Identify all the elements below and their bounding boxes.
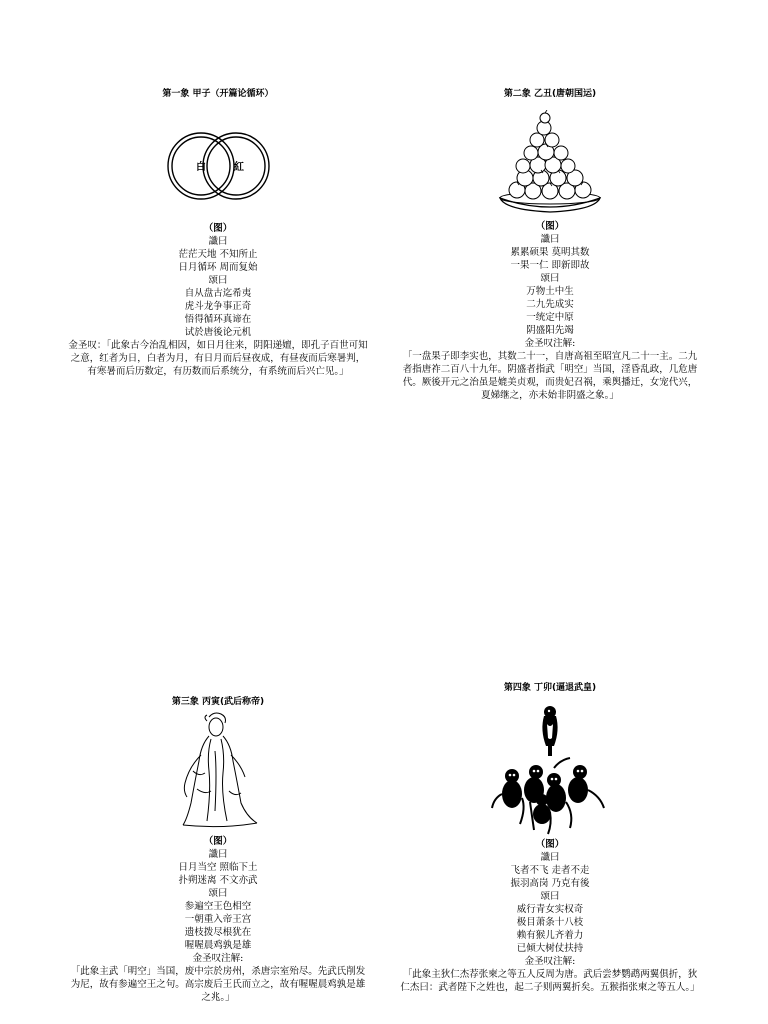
- circle-label-red: 紅: [234, 162, 244, 173]
- chen-line: 日月当空 照临下土: [178, 862, 258, 873]
- song-label: 颂曰: [540, 891, 560, 902]
- chen-line: 累累硕果 莫明其数: [510, 247, 590, 258]
- section-2-title: 第二象 乙丑(唐朝国运): [503, 89, 597, 99]
- song-line: 试於唐後论元机: [184, 327, 252, 338]
- parrot-monkeys-illustration: [490, 698, 610, 838]
- section-1-title: 第一象 甲子（开篇论循环）: [162, 89, 274, 99]
- section-2: [400, 88, 700, 402]
- song-line: 已倾大树仗扶持: [516, 943, 584, 954]
- chen-line: 飞者不飞 走者不走: [510, 865, 590, 876]
- song-line: 赖有猴儿齐着力: [516, 930, 584, 941]
- section-4: [400, 682, 700, 994]
- fruit-plate-illustration: [495, 110, 605, 215]
- song-line: 自从盘古迄希夷: [184, 288, 252, 299]
- figure-caption: （图）: [535, 221, 565, 232]
- section-3-title: 第三象 丙寅(武后称帝): [171, 697, 265, 707]
- note-label: 金圣叹注解:: [524, 338, 576, 349]
- commentary: 金圣叹：「此象古今治乱相因，如日月往来，阴阳递嬗，即孔子百世可知之意，红者为日，白者为月，有日月而后昼夜成，有昼夜而后寒暑判，有寒暑而后历数定，有历数而后系统分，有系统而后兴亡见。」: [68, 340, 368, 377]
- figure-caption: （图）: [535, 839, 565, 850]
- song-line: 阴盛阳先竭: [526, 325, 574, 336]
- chen-line: 日月循环 周而复始: [178, 262, 258, 273]
- section-1: [68, 88, 368, 378]
- song-line: 二九先成实: [526, 299, 574, 310]
- chen-label: 讖曰: [208, 849, 228, 860]
- chen-label: 讖曰: [540, 234, 560, 245]
- note-label: 金圣叹注解:: [192, 953, 244, 964]
- empress-figure-illustration: [171, 711, 266, 829]
- song-line: 遗枝拨尽根犹在: [184, 927, 252, 938]
- song-line: 参遍空王色相空: [184, 901, 252, 912]
- circles-illustration: [158, 122, 278, 212]
- commentary: 「此象主武「明空」当国，废中宗於房州，杀唐宗室殆尽。先武氏削发为尼，故有参遍空王之句。高宗废后王氏而立之，故有喔喔晨鸡孰是雄之兆。」: [70, 966, 366, 1003]
- figure-caption: （图）: [203, 223, 233, 234]
- commentary: 「此象主狄仁杰荐张柬之等五人反周为唐。武后尝梦鹦鹉两翼俱折，狄仁杰曰：武者陛下之姓也，起二子则两翼折矣。五猴指张柬之等五人。」: [400, 969, 700, 993]
- chen-label: 讖曰: [208, 236, 228, 247]
- song-line: 悟得循环真谛在: [184, 314, 252, 325]
- song-line: 万物土中生: [526, 286, 574, 297]
- song-line: 一朝重入帝王宫: [184, 914, 252, 925]
- song-label: 颂曰: [540, 273, 560, 284]
- song-line: 喔喔晨鸡孰是雄: [184, 940, 252, 951]
- note-label: 金圣叹注解:: [524, 956, 576, 967]
- song-line: 一统定中原: [526, 312, 574, 323]
- song-label: 颂曰: [208, 275, 228, 286]
- song-line: 虎斗龙争事正奇: [184, 301, 252, 312]
- chen-line: 茫茫天地 不知所止: [178, 249, 258, 260]
- song-label: 颂曰: [208, 888, 228, 899]
- chen-line: 扑朔迷离 不文亦武: [178, 875, 258, 886]
- commentary: 「一盘果子即李实也，其数二十一，自唐高祖至昭宣凡二十一主。二九者指唐祚二百八十九年。阴盛者指武「明空」当国，淫昏乱政，几危唐代。厥後开元之治虽是媲美贞观，而贵妃召祸，乘舆播迁，女宠代兴，夏娣继之，亦未始非阴盛之象。」: [402, 351, 698, 401]
- circle-label-white: 白: [196, 162, 206, 173]
- section-3: [68, 696, 368, 1004]
- figure-caption: （图）: [203, 836, 233, 847]
- chen-line: 一果一仁 即新即故: [510, 260, 590, 271]
- chen-line: 振羽高岗 乃克有後: [510, 878, 590, 889]
- chen-label: 讖曰: [540, 852, 560, 863]
- song-line: 威行青女实权奇: [516, 904, 584, 915]
- song-line: 极目萧条十八枝: [516, 917, 584, 928]
- section-4-title: 第四象 丁卯(逼退武皇): [503, 683, 597, 693]
